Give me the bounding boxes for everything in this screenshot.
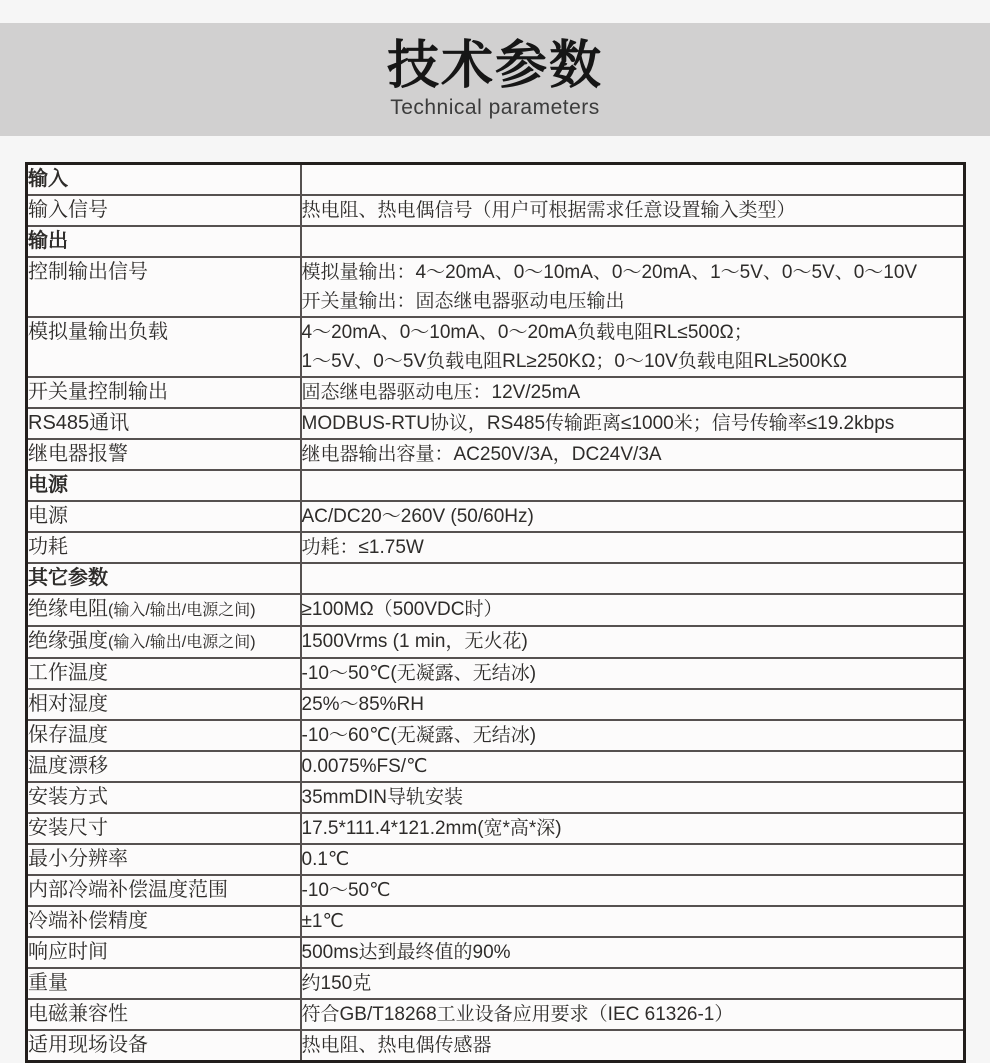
table-row — [27, 1030, 965, 1062]
table-row — [27, 720, 965, 751]
table-row — [27, 782, 965, 813]
param-value-line: 17.5*111.4*121.2mm(宽*高*深) — [301, 818, 562, 839]
param-value-cell — [301, 689, 965, 720]
param-value-cell — [301, 875, 965, 906]
param-value-line: -10～50℃ — [301, 880, 391, 901]
param-label: 开关量控制输出 — [28, 381, 168, 403]
param-label: 相对湿度 — [28, 693, 108, 715]
table-row — [27, 594, 965, 626]
param-label-cell — [27, 875, 301, 906]
param-value-line: 25%～85%RH — [301, 694, 424, 715]
param-label: 温度漂移 — [28, 755, 108, 777]
param-value-cell — [301, 937, 965, 968]
param-label-cell — [27, 844, 301, 875]
param-label-cell — [27, 563, 301, 594]
param-value-cell — [301, 626, 965, 658]
param-label: 电源 — [28, 474, 68, 496]
param-value-cell — [301, 999, 965, 1030]
param-label: 适用现场设备 — [28, 1034, 148, 1056]
title-band — [0, 23, 990, 136]
param-label-cell — [27, 532, 301, 563]
param-value-cell — [301, 532, 965, 563]
table-row — [27, 658, 965, 689]
table-row — [27, 439, 965, 470]
param-label-cell — [27, 257, 301, 317]
param-value-cell — [301, 470, 965, 501]
param-value-cell — [301, 439, 965, 470]
table-row — [27, 377, 965, 408]
param-label-cell — [27, 937, 301, 968]
param-label: 内部冷端补偿温度范围 — [28, 879, 228, 901]
param-label: 输出 — [28, 230, 68, 252]
param-label-cell — [27, 195, 301, 226]
param-value-cell — [301, 317, 965, 377]
param-value-line: 固态继电器驱动电压：12V/25mA — [301, 382, 581, 403]
param-value-line: 1500Vrms (1 min，无火花) — [301, 631, 528, 652]
param-value-line: 500ms达到最终值的90% — [301, 942, 511, 963]
table-row — [27, 317, 965, 377]
param-label: 绝缘强度 — [28, 630, 108, 652]
table-row — [27, 937, 965, 968]
param-value-line: -10～60℃(无凝露、无结冰) — [301, 725, 537, 746]
table-row — [27, 689, 965, 720]
table-row — [27, 226, 965, 257]
param-value-line: 热电阻、热电偶传感器 — [301, 1035, 492, 1056]
table-row — [27, 844, 965, 875]
param-value-line: 1～5V、0～5V负载电阻RL≥250KΩ；0～10V负载电阻RL≥500KΩ — [301, 351, 848, 372]
param-label: 其它参数 — [28, 567, 108, 589]
param-value-cell — [301, 408, 965, 439]
parameters-table-body — [27, 164, 965, 1062]
param-label: 输入 — [28, 168, 68, 190]
param-label: 响应时间 — [28, 941, 108, 963]
table-row — [27, 906, 965, 937]
param-value-cell — [301, 658, 965, 689]
table-row — [27, 257, 965, 317]
param-label: 最小分辨率 — [28, 848, 128, 870]
page-subtitle: Technical parameters — [390, 96, 600, 119]
param-label: 控制输出信号 — [28, 261, 148, 283]
param-value-line: MODBUS-RTU协议，RS485传输距离≤1000米；信号传输率≤19.2kbps — [301, 413, 895, 434]
param-value-cell — [301, 844, 965, 875]
param-value-cell — [301, 563, 965, 594]
param-label-cell — [27, 439, 301, 470]
table-row — [27, 408, 965, 439]
param-label: 安装方式 — [28, 786, 108, 808]
param-label-cell — [27, 999, 301, 1030]
param-label-cell — [27, 658, 301, 689]
param-label-cell — [27, 1030, 301, 1062]
param-label: 安装尺寸 — [28, 817, 108, 839]
param-label: 冷端补偿精度 — [28, 910, 148, 932]
param-value-line: 符合GB/T18268工业设备应用要求（IEC 61326-1） — [301, 1004, 734, 1025]
param-label-cell — [27, 226, 301, 257]
param-value-cell — [301, 226, 965, 257]
table-row — [27, 875, 965, 906]
param-label: 模拟量输出负载 — [28, 321, 168, 343]
param-value-cell — [301, 813, 965, 844]
param-label: 功耗 — [28, 536, 68, 558]
param-value-line: 功耗：≤1.75W — [301, 537, 424, 558]
table-row — [27, 532, 965, 563]
param-value-cell — [301, 501, 965, 532]
param-value-line: 开关量输出：固态继电器驱动电压输出 — [301, 291, 625, 312]
param-label-cell — [27, 626, 301, 658]
param-label-cell — [27, 317, 301, 377]
table-row — [27, 999, 965, 1030]
param-value-cell — [301, 720, 965, 751]
param-value-line: 模拟量输出：4～20mA、0～10mA、0～20mA、1～5V、0～5V、0～10V — [301, 262, 918, 283]
param-label: 继电器报警 — [28, 443, 128, 465]
param-value-line: ≥100MΩ（500VDC时） — [301, 599, 503, 620]
param-value-line: 0.1℃ — [301, 849, 350, 870]
table-row — [27, 195, 965, 226]
table-row — [27, 501, 965, 532]
param-label-cell — [27, 594, 301, 626]
param-label-cell — [27, 164, 301, 196]
table-row — [27, 626, 965, 658]
table-row — [27, 751, 965, 782]
param-label-cell — [27, 782, 301, 813]
table-row — [27, 164, 965, 196]
param-value-line: 4～20mA、0～10mA、0～20mA负载电阻RL≤500Ω； — [301, 322, 753, 343]
param-label: 电源 — [28, 505, 68, 527]
param-label-note: (输入/输出/电源之间) — [108, 602, 256, 619]
param-value-cell — [301, 906, 965, 937]
param-value-cell — [301, 164, 965, 196]
param-value-line: AC/DC20～260V (50/60Hz) — [301, 506, 534, 527]
param-label: 电磁兼容性 — [28, 1003, 128, 1025]
param-value-cell — [301, 594, 965, 626]
param-value-line: 约150克 — [301, 973, 372, 994]
table-row — [27, 563, 965, 594]
table-row — [27, 968, 965, 999]
param-value-line: 35mmDIN导轨安装 — [301, 787, 464, 808]
parameters-table — [25, 162, 966, 1063]
param-label: RS485通讯 — [28, 412, 130, 434]
param-value-cell — [301, 751, 965, 782]
param-label-cell — [27, 813, 301, 844]
param-label-cell — [27, 968, 301, 999]
param-label: 输入信号 — [28, 199, 108, 221]
param-value-cell — [301, 377, 965, 408]
param-value-line: 继电器输出容量：AC250V/3A，DC24V/3A — [301, 444, 662, 465]
page-title: 技术参数 — [386, 37, 603, 95]
param-value-cell — [301, 195, 965, 226]
param-label-cell — [27, 501, 301, 532]
table-row — [27, 470, 965, 501]
param-label: 保存温度 — [28, 724, 108, 746]
param-value-line: 热电阻、热电偶信号（用户可根据需求任意设置输入类型） — [301, 200, 796, 221]
table-row — [27, 813, 965, 844]
param-label-cell — [27, 470, 301, 501]
param-label-cell — [27, 906, 301, 937]
param-value-line: 0.0075%FS/℃ — [301, 756, 428, 777]
param-value-line: ±1℃ — [301, 911, 344, 932]
param-label: 重量 — [28, 972, 68, 994]
param-label-cell — [27, 751, 301, 782]
param-label-cell — [27, 720, 301, 751]
param-label: 工作温度 — [28, 662, 108, 684]
param-label-note: (输入/输出/电源之间) — [108, 634, 256, 651]
param-label-cell — [27, 408, 301, 439]
param-label: 绝缘电阻 — [28, 598, 108, 620]
param-value-line: -10～50℃(无凝露、无结冰) — [301, 663, 537, 684]
param-value-cell — [301, 1030, 965, 1062]
param-label-cell — [27, 377, 301, 408]
param-label-cell — [27, 689, 301, 720]
param-value-cell — [301, 257, 965, 317]
param-value-cell — [301, 782, 965, 813]
param-value-cell — [301, 968, 965, 999]
